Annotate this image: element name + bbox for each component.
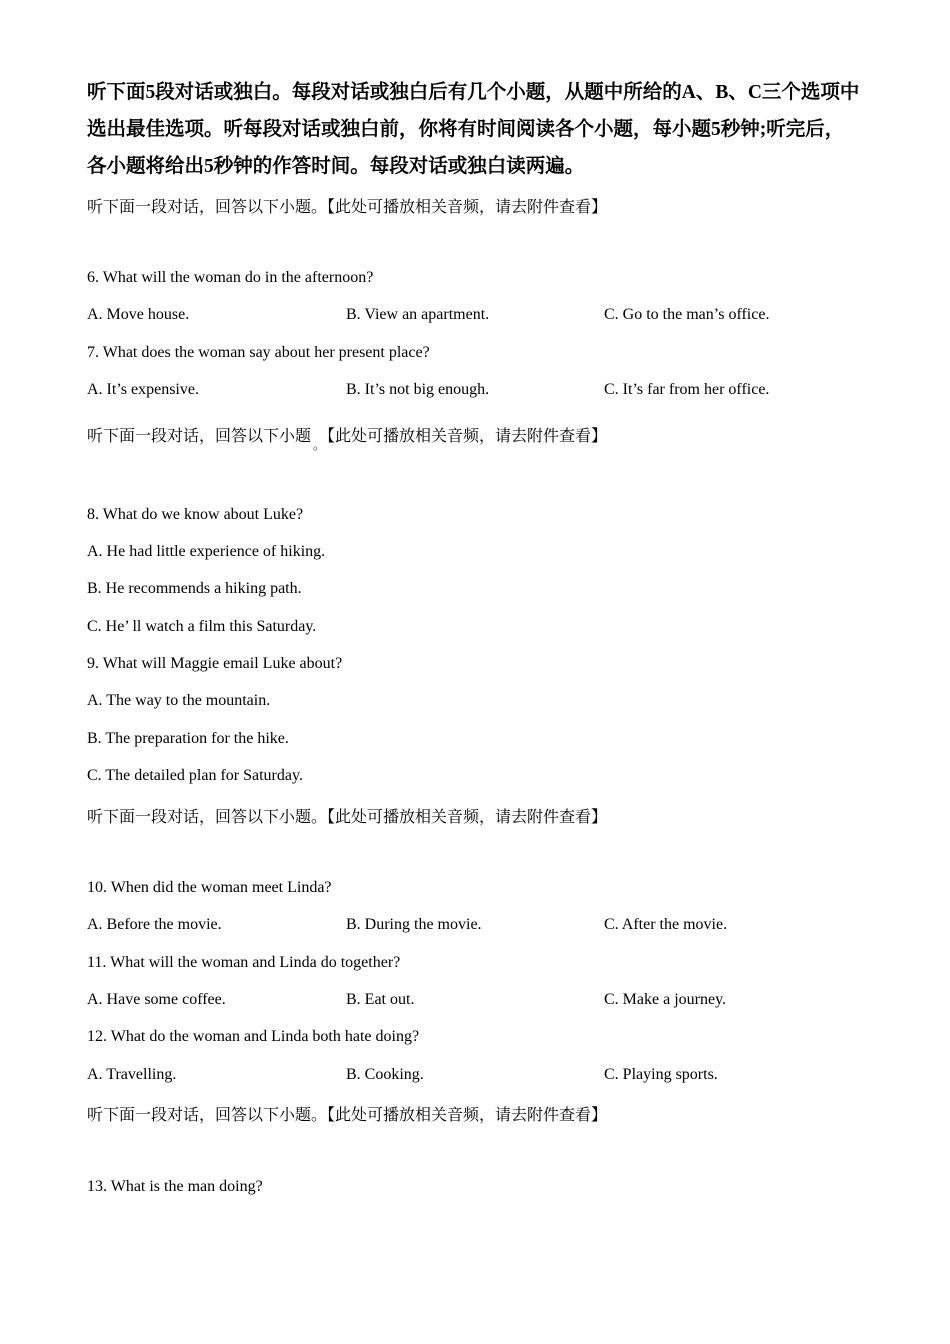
q7-option-b: B. It’s not big enough. (346, 381, 490, 398)
q10-option-a: A. Before the movie. (87, 916, 222, 933)
question-8: 8. What do we know about Luke? (87, 506, 304, 523)
audio-note-2 (87, 423, 608, 452)
question-10: 10. When did the woman meet Linda? (87, 879, 332, 896)
q6-option-b: B. View an apartment. (346, 306, 490, 323)
q10-option-c: C. After the movie. (604, 916, 728, 933)
audio-note-2-dot: 。 (313, 438, 326, 452)
section-instructions: 听下面5段对话或独白。每段对话或独白后有几个小题，从题中所给的A、B、C三个选项中选出最佳选项。听每段对话或独白前，你将有时间阅读各个小题，每小题5秒钟;听完后，各小题将给出5秒钟的作答时间。每段对话或独白读两遍。 (87, 82, 860, 177)
question-12: 12. What do the woman and Linda both hate doing? (87, 1028, 420, 1045)
q7-option-a: A. It’s expensive. (87, 381, 199, 398)
audio-note-2-prefix: 听下面一段对话，回答以下小题 (87, 428, 312, 445)
q12-option-b: B. Cooking. (346, 1066, 424, 1083)
audio-note-2-suffix: 【此处可播放相关音频，请去附件查看】 (327, 428, 608, 445)
question-7: 7. What does the woman say about her present place? (87, 344, 430, 361)
q9-option-c: C. The detailed plan for Saturday. (87, 767, 303, 784)
q8-option-c: C. He’ ll watch a film this Saturday. (87, 618, 317, 635)
q7-option-c: C. It’s far from her office. (604, 381, 770, 398)
q12-option-a: A. Travelling. (87, 1066, 177, 1083)
q12-option-c: C. Playing sports. (604, 1066, 718, 1083)
question-9: 9. What will Maggie email Luke about? (87, 655, 343, 672)
question-11: 11. What will the woman and Linda do together? (87, 954, 401, 971)
audio-note-3: 听下面一段对话，回答以下小题。【此处可播放相关音频，请去附件查看】 (87, 809, 608, 826)
q6-option-a: A. Move house. (87, 306, 190, 323)
q8-option-a: A. He had little experience of hiking. (87, 543, 326, 560)
q11-option-c: C. Make a journey. (604, 991, 727, 1008)
q9-option-b: B. The preparation for the hike. (87, 730, 289, 747)
q11-option-a: A. Have some coffee. (87, 991, 226, 1008)
q6-option-c: C. Go to the man’s office. (604, 306, 770, 323)
audio-note-1: 听下面一段对话，回答以下小题。【此处可播放相关音频，请去附件查看】 (87, 199, 608, 216)
q11-option-b: B. Eat out. (346, 991, 415, 1008)
q8-option-b: B. He recommends a hiking path. (87, 580, 302, 597)
audio-note-4: 听下面一段对话，回答以下小题。【此处可播放相关音频，请去附件查看】 (87, 1107, 608, 1124)
question-6: 6. What will the woman do in the afternoon? (87, 269, 374, 286)
q9-option-a: A. The way to the mountain. (87, 692, 271, 709)
q10-option-b: B. During the movie. (346, 916, 482, 933)
question-13: 13. What is the man doing? (87, 1178, 263, 1195)
